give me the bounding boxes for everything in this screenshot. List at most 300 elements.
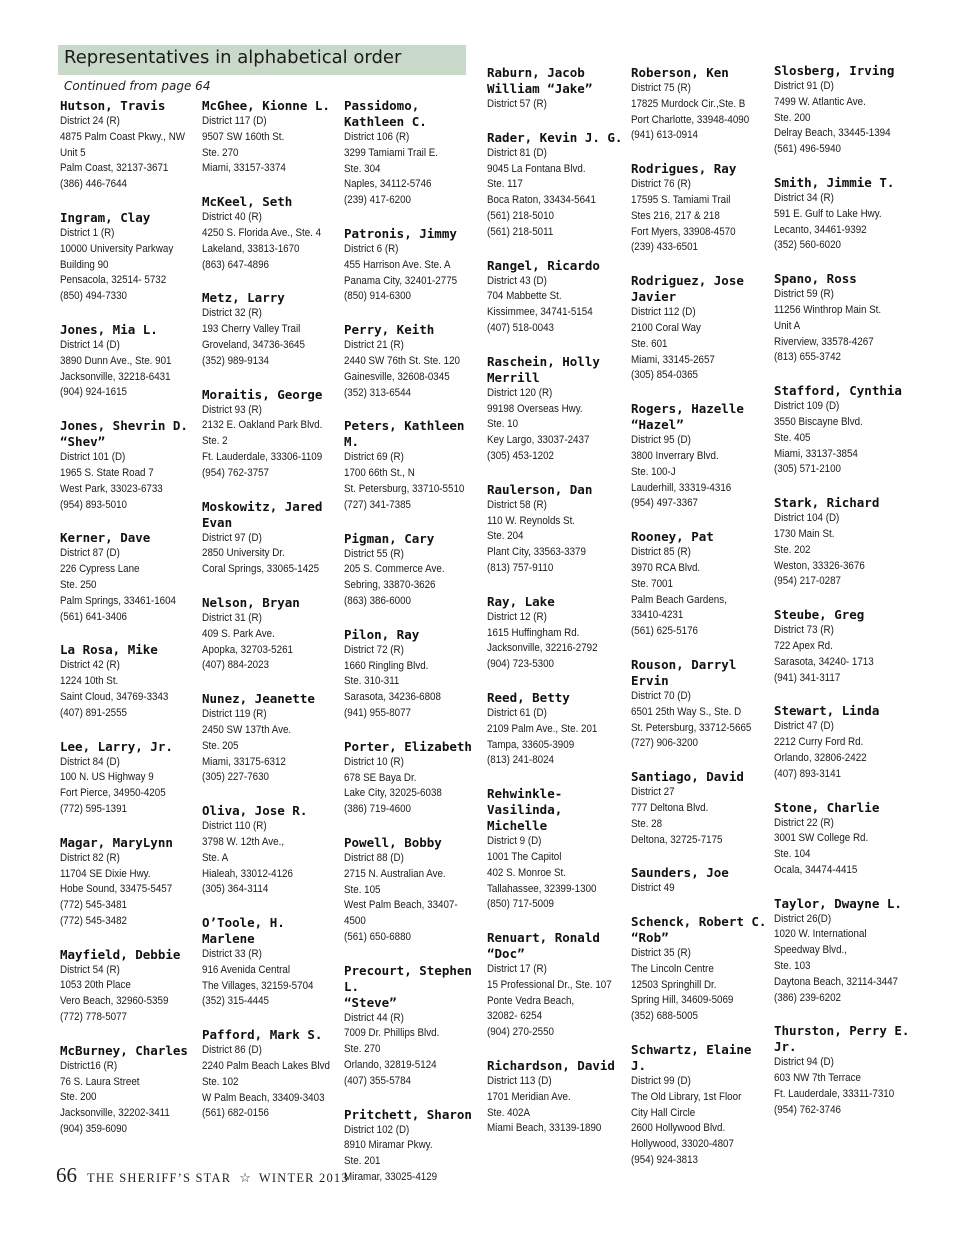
contact-line: (561) 625-5176 [631,625,698,638]
contact-line: 455 Harrison Ave. Ste. A [344,258,451,271]
representative-name: Rodrigues, Ray [631,161,737,177]
contact-line: Speedway Blvd., [774,944,847,957]
contact-line: Ste. 200 [774,111,811,124]
district-line: District 69 (R) [344,451,404,464]
contact-line: 1053 20th Place [60,979,131,992]
contact-line: 7499 W. Atlantic Ave. [774,95,866,108]
representative-name: Santiago, David [631,769,744,785]
contact-line: Ste. 102 [202,1075,239,1088]
contact-line: (813) 241-8024 [487,754,554,767]
district-line: District 12 (R) [487,610,547,623]
representative-name: Porter, Elizabeth [344,738,472,754]
representative-entry [60,210,202,305]
contact-line: (407) 891-2555 [60,706,127,719]
contact-line: Spring Hill, 34609-5069 [631,994,734,1007]
contact-line: Miami, 33137-3854 [774,447,858,460]
contact-line: Sebring, 33870-3626 [344,579,436,592]
representative-entry [344,531,486,610]
representative-name: Evan [202,514,233,530]
contact-line: 3800 Inverrary Blvd. [631,449,719,462]
contact-line: (386) 239-6202 [774,991,841,1004]
district-line: District 95 (D) [631,434,691,447]
contact-line: Ste. 204 [487,530,524,543]
contact-line: 3299 Tamiami Trail E. [344,146,439,159]
contact-line: 2212 Curry Ford Rd. [774,736,864,749]
contact-line: Delray Beach, 33445-1394 [774,127,891,140]
district-line: District 106 (R) [344,131,410,143]
contact-line: Coral Springs, 33065-1425 [202,563,320,576]
contact-line: (305) 364-3114 [202,883,269,896]
representative-name: Perry, Keith [344,322,435,338]
contact-line: Building 90 [60,258,109,271]
representative-entry [202,499,344,578]
contact-line: 100 N. US Highway 9 [60,771,154,784]
contact-line: Lake City, 32025-6038 [344,787,442,800]
representative-name: Reed, Betty [487,689,570,705]
representative-name: Rogers, Hazelle [631,401,744,417]
representative-entry [631,865,773,897]
contact-line: Sarasota, 34240- 1713 [774,655,874,668]
representative-entry [631,657,773,752]
district-line: District 76 (R) [631,178,691,191]
representative-name: Pilon, Ray [344,626,420,642]
contact-line: Ste. 304 [344,162,381,175]
magazine-title: THE SHERIFF’S STAR [87,1171,232,1185]
district-line: District 85 (R) [631,546,691,559]
representative-name: Spano, Ross [774,271,857,287]
contact-line: Ocala, 34474-4415 [774,863,858,876]
contact-line: Miami, 33175-6312 [202,755,286,768]
contact-line: Palm Coast, 32137-3671 [60,162,169,175]
district-line: District 86 (D) [202,1044,262,1057]
contact-line: 4500 [344,915,366,928]
representative-name: Taylor, Dwayne L. [774,895,902,911]
contact-line: (772) 545-3481 [60,899,127,912]
contact-line: (727) 341-7385 [344,498,411,511]
contact-line: Ste. 103 [774,960,811,973]
page-footer [56,1163,349,1188]
representative-name: William “Jake” [487,81,593,96]
representative-name: Mayfield, Debbie [60,946,181,962]
district-line: District 24 (R) [60,115,120,127]
contact-line: (561) 496-5940 [774,143,841,156]
district-line: District 119 (R) [202,708,267,721]
contact-line: (561) 218-5010 [487,209,554,222]
contact-line: (727) 906-3200 [631,737,698,750]
contact-line: (305) 453-1202 [487,449,554,462]
contact-line: Jacksonville, 32216-2792 [487,642,598,655]
contact-line: 409 S. Park Ave. [202,627,275,640]
contact-line: 33410-4231 [631,609,684,622]
district-line: District 75 (R) [631,82,691,94]
representative-entry [774,607,916,686]
contact-line: 402 S. Monroe St. [487,866,566,879]
contact-line: Key Largo, 33037-2437 [487,434,590,447]
contact-line: (954) 497-3367 [631,497,698,510]
contact-line: Hialeah, 33012-4126 [202,867,293,880]
representative-entry [487,258,629,337]
contact-line: 3001 SW College Rd. [774,832,869,845]
district-line: District 84 (D) [60,755,120,768]
contact-line: Jacksonville, 32202-3411 [60,1107,170,1120]
contact-line: Fort Pierce, 34950-4205 [60,787,166,800]
contact-line: 2450 SW 137th Ave. [202,723,292,736]
contact-line: Riverview, 33578-4267 [774,335,874,348]
district-line: District16 (R) [60,1059,118,1072]
contact-line: Ste. 270 [344,1043,381,1056]
representative-entry [774,271,916,366]
contact-line: (305) 571-2100 [774,463,841,476]
representative-entry [202,915,344,1010]
contact-line: 193 Cherry Valley Trail [202,323,301,336]
contact-line: Unit 5 [60,146,86,159]
representative-entry [774,175,916,254]
district-line: District 93 (R) [202,403,262,416]
district-line: District 32 (R) [202,307,262,320]
contact-line: Miami Beach, 33139-1890 [487,1122,602,1135]
district-line: District 34 (R) [774,191,834,204]
representative-name: Stark, Richard [774,495,880,511]
contact-line: (850) 717-5009 [487,898,554,911]
contact-line: 722 Apex Rd. [774,639,833,652]
district-line: District 110 (R) [202,820,267,833]
district-line: District 31 (R) [202,611,262,624]
contact-line: Ste. A [202,851,229,864]
column-1 [60,98,202,1155]
representative-entry [487,690,629,769]
contact-line: Boca Raton, 33434-5641 [487,194,596,207]
contact-line: Vero Beach, 32960-5359 [60,995,169,1008]
representative-entry [774,896,916,1007]
contact-line: 110 W. Reynolds St. [487,514,576,527]
continued-note: Continued from page 64 [64,79,211,93]
contact-line: Ste. 310-311 [344,675,400,688]
representative-name: O’Toole, H. Marlene [202,915,285,947]
representative-entry [60,530,202,625]
representative-name: Ingram, Clay [60,209,151,225]
contact-line: (305) 227-7630 [202,771,269,784]
contact-line: St. Petersburg, 33712-5665 [631,721,752,734]
star-icon: ☆ [239,1170,251,1185]
contact-line: (954) 762-3746 [774,1103,841,1116]
district-line: District 113 (D) [487,1075,552,1088]
contact-line: (941) 613-0914 [631,129,698,142]
contact-line: Ste. 10 [487,418,519,431]
contact-line: 2600 Hollywood Blvd. [631,1122,726,1135]
representative-entry [202,194,344,273]
contact-line: 603 NW 7th Terrace [774,1072,861,1085]
contact-line: 9045 La Fontana Blvd. [487,162,586,175]
contact-line: 2109 Palm Ave., Ste. 201 [487,722,598,735]
contact-line: Stes 216, 217 & 218 [631,209,720,222]
representative-entry [60,835,202,930]
column-5 [631,65,773,1186]
contact-line: 17595 S. Tamiami Trail [631,193,731,206]
contact-line: (941) 955-8077 [344,706,411,719]
page-number: 66 [56,1163,77,1187]
contact-line: Pensacola, 32514- 5732 [60,274,167,287]
representative-entry [60,322,202,401]
representative-name: Jones, Shevrin D. [60,418,188,434]
contact-line: (561) 641-3406 [60,610,127,623]
representative-name: Slosberg, Irving [774,63,895,78]
contact-line: Ste. 117 [487,178,523,191]
representative-entry [344,627,486,722]
representative-name: McGhee, Kionne L. [202,98,330,113]
representative-entry [774,63,916,158]
contact-line: Port Charlotte, 33948-4090 [631,113,750,126]
contact-line: Groveland, 34736-3645 [202,338,305,351]
representative-name: Merrill [487,369,540,385]
representative-entry [344,226,486,305]
contact-line: Tallahassee, 32399-1300 [487,882,597,895]
contact-line: (407) 893-3141 [774,767,841,780]
district-line: District 47 (D) [774,720,834,733]
representative-name: Passidomo, [344,98,420,113]
contact-line: (772) 778-5077 [60,1011,127,1024]
district-line: District 73 (R) [774,624,834,637]
contact-line: (407) 518-0043 [487,321,554,334]
representative-name: Patronis, Jimmy [344,225,457,241]
representative-entry [202,803,344,898]
representative-entry [344,98,486,209]
contact-line: (772) 595-1391 [60,802,127,815]
contact-line: (954) 217-0287 [774,575,841,588]
contact-line: Deltona, 32725-7175 [631,833,723,846]
contact-line: W Palm Beach, 33409-3403 [202,1091,325,1104]
district-line: District 54 (R) [60,963,120,976]
representative-entry [631,529,773,640]
contact-line: 2100 Coral Way [631,321,701,334]
contact-line: 17825 Murdock Cir.,Ste. B [631,97,746,110]
representative-name: Metz, Larry [202,290,285,306]
contact-line: Lauderhill, 33319-4316 [631,481,732,494]
district-line: District 70 (D) [631,689,691,702]
contact-line: 76 S. Laura Street [60,1075,140,1088]
contact-line: (863) 386-6000 [344,594,411,607]
contact-line: 1001 The Capitol [487,850,562,863]
contact-line: Ste. 7001 [631,577,673,590]
contact-line: Ste. 202 [774,543,811,556]
contact-line: Ste. 104 [774,848,811,861]
contact-line: Ste. 250 [60,578,97,591]
representative-name: Peters, Kathleen M. [344,418,465,450]
contact-line: St. Petersburg, 33710-5510 [344,482,465,495]
contact-line: 777 Deltona Blvd. [631,801,709,814]
contact-line: Hollywood, 33020-4807 [631,1138,734,1151]
representative-name: Steube, Greg [774,607,865,623]
district-line: District 82 (R) [60,851,120,864]
representative-name: Pigman, Cary [344,530,435,546]
representative-name: “Hazel” [631,417,684,433]
representative-entry [344,322,486,401]
contact-line: 2850 University Dr. [202,547,285,560]
contact-line: 1224 10th St. [60,675,119,688]
representative-name: Stafford, Cynthia [774,383,902,399]
representative-name: “Rob” [631,930,669,946]
district-line: District 44 (R) [344,1011,404,1024]
contact-line: 1660 Ringling Blvd. [344,659,429,672]
representative-name: Powell, Bobby [344,834,442,850]
representative-name: Richardson, David [487,1058,615,1074]
contact-line: (561) 682-0156 [202,1107,269,1120]
contact-line: (954) 762-3757 [202,466,269,479]
contact-line: 1965 S. State Road 7 [60,466,154,479]
district-line: District 59 (R) [774,288,834,301]
contact-line: 8910 Miramar Pkwy. [344,1139,433,1152]
contact-line: The Lincoln Centre [631,962,714,975]
representative-name: Rangel, Ricardo [487,257,600,273]
contact-line: Orlando, 32806-2422 [774,751,867,764]
contact-line: 15 Professional Dr., Ste. 107 [487,978,612,991]
representative-entry [60,642,202,721]
contact-line: Ste. 405 [774,431,811,444]
column-4 [487,65,629,1154]
contact-line: (239) 433-6501 [631,241,698,254]
district-line: District 58 (R) [487,498,547,511]
contact-line: Kissimmee, 34741-5154 [487,306,593,319]
column-6 [774,63,916,1136]
contact-line: 1020 W. International [774,928,867,941]
representative-name: Saunders, Joe [631,865,729,881]
contact-line: (813) 757-9110 [487,561,554,574]
representative-entry [487,594,629,673]
contact-line: Weston, 33326-3676 [774,559,865,572]
contact-line: (904) 359-6090 [60,1123,127,1136]
representative-entry [774,1023,916,1118]
contact-line: 99198 Overseas Hwy. [487,402,583,415]
district-line: District 120 (R) [487,386,553,399]
representative-entry [202,387,344,482]
district-line: District 27 [631,786,675,799]
contact-line: 1615 Huffingham Rd. [487,626,580,639]
contact-line: 205 S. Commerce Ave. [344,563,445,576]
district-line: District 109 (D) [774,400,840,413]
district-line: District 88 (D) [344,851,404,864]
representative-entry [487,786,629,913]
contact-line: (863) 647-4896 [202,258,269,271]
contact-line: 11256 Winthrop Main St. [774,303,882,316]
representative-entry [774,495,916,590]
contact-line: (954) 924-3813 [631,1154,698,1167]
contact-line: City Hall Circle [631,1106,696,1119]
contact-line: (352) 989-9134 [202,354,269,367]
contact-line: (352) 315-4445 [202,995,269,1008]
representative-name: Javier [631,289,677,305]
representative-entry [774,383,916,478]
contact-line: (850) 914-6300 [344,290,411,303]
contact-line: Ste. 402A [487,1106,531,1119]
contact-line: 4250 S. Florida Ave., Ste. 4 [202,226,322,239]
representative-entry [774,800,916,879]
contact-line: Miami, 33145-2657 [631,353,715,366]
contact-line: 1701 Meridian Ave. [487,1090,571,1103]
representative-name: Ray, Lake [487,593,555,609]
contact-line: Palm Beach Gardens, [631,593,727,606]
contact-line: (239) 417-6200 [344,194,411,207]
representative-name: Raulerson, Dan [487,481,593,497]
contact-line: Sarasota, 34236-6808 [344,691,441,704]
representative-entry [631,161,773,256]
representative-name: Michelle [487,818,548,834]
representative-name: Renuart, Ronald [487,930,600,946]
representative-name: Hutson, Travis [60,98,166,113]
contact-line: Apopka, 32703-5261 [202,643,293,656]
contact-line: Ft. Lauderdale, 33311-7310 [774,1088,895,1101]
representative-entry [487,130,629,241]
representative-entry [487,65,629,113]
contact-line: (850) 494-7330 [60,290,127,303]
representative-name: “Doc” [487,946,525,962]
district-line: District 81 (D) [487,146,547,159]
representative-name: Schenck, Robert C. [631,914,767,930]
district-line: District 104 (D) [774,512,840,525]
district-line: District 91 (D) [774,80,834,92]
district-line: District 55 (R) [344,547,404,560]
representative-entry [202,98,344,177]
district-line: District 21 (R) [344,339,404,352]
contact-line: 3550 Biscayne Blvd. [774,415,863,428]
representative-entry [774,703,916,782]
district-line: District 35 (R) [631,947,691,960]
contact-line: (305) 854-0365 [631,369,698,382]
contact-line: (904) 270-2550 [487,1026,554,1039]
contact-line: 6501 25th Way S., Ste. D [631,705,742,718]
section-title: Representatives in alphabetical order [64,47,402,68]
contact-line: 1730 Main St. [774,527,835,540]
representative-name: McBurney, Charles [60,1042,188,1058]
representative-entry [60,1043,202,1138]
contact-line: (561) 650-6880 [344,930,411,943]
representative-name: Precourt, Stephen L. [344,962,472,994]
contact-line: (407) 355-5784 [344,1074,411,1087]
contact-line: Naples, 34112-5746 [344,178,432,191]
contact-line: 2240 Palm Beach Lakes Blvd [202,1060,330,1073]
contact-line: (561) 218-5011 [487,225,554,238]
district-line: District 17 (R) [487,963,547,976]
representative-name: Nunez, Jeanette [202,691,315,707]
representative-name: Pafford, Mark S. [202,1027,323,1043]
representative-entry [202,595,344,674]
representative-name: Oliva, Jose R. [202,803,308,819]
contact-line: 7009 Dr. Phillips Blvd. [344,1027,440,1040]
representative-entry [631,769,773,848]
contact-line: 591 E. Gulf to Lake Hwy. [774,207,882,220]
representative-name: Rehwinkle-Vasilinda, [487,786,563,818]
contact-line: (941) 341-3117 [774,671,841,684]
district-line: District 97 (D) [202,531,262,544]
representative-name: Moraitis, George [202,386,323,402]
district-line: District 57 (R) [487,98,547,110]
contact-line: 678 SE Baya Dr. [344,771,417,784]
contact-line: Gainesville, 32608-0345 [344,370,450,383]
district-line: District 10 (R) [344,755,404,768]
column-3 [344,98,486,1203]
contact-line: (407) 884-2023 [202,659,269,672]
contact-line: (386) 446-7644 [60,178,127,191]
representative-name: Stewart, Linda [774,703,880,719]
representative-entry [60,947,202,1026]
contact-line: Unit A [774,319,801,332]
representative-name: Kerner, Dave [60,530,151,546]
contact-line: West Park, 33023-6733 [60,482,163,495]
district-line: District 42 (R) [60,659,120,672]
district-line: District 26(D) [774,912,832,925]
representative-entry [487,482,629,577]
contact-line: (352) 688-5005 [631,1010,698,1023]
representative-name: Stone, Charlie [774,799,880,815]
representative-name: Rader, Kevin J. G. [487,129,623,145]
